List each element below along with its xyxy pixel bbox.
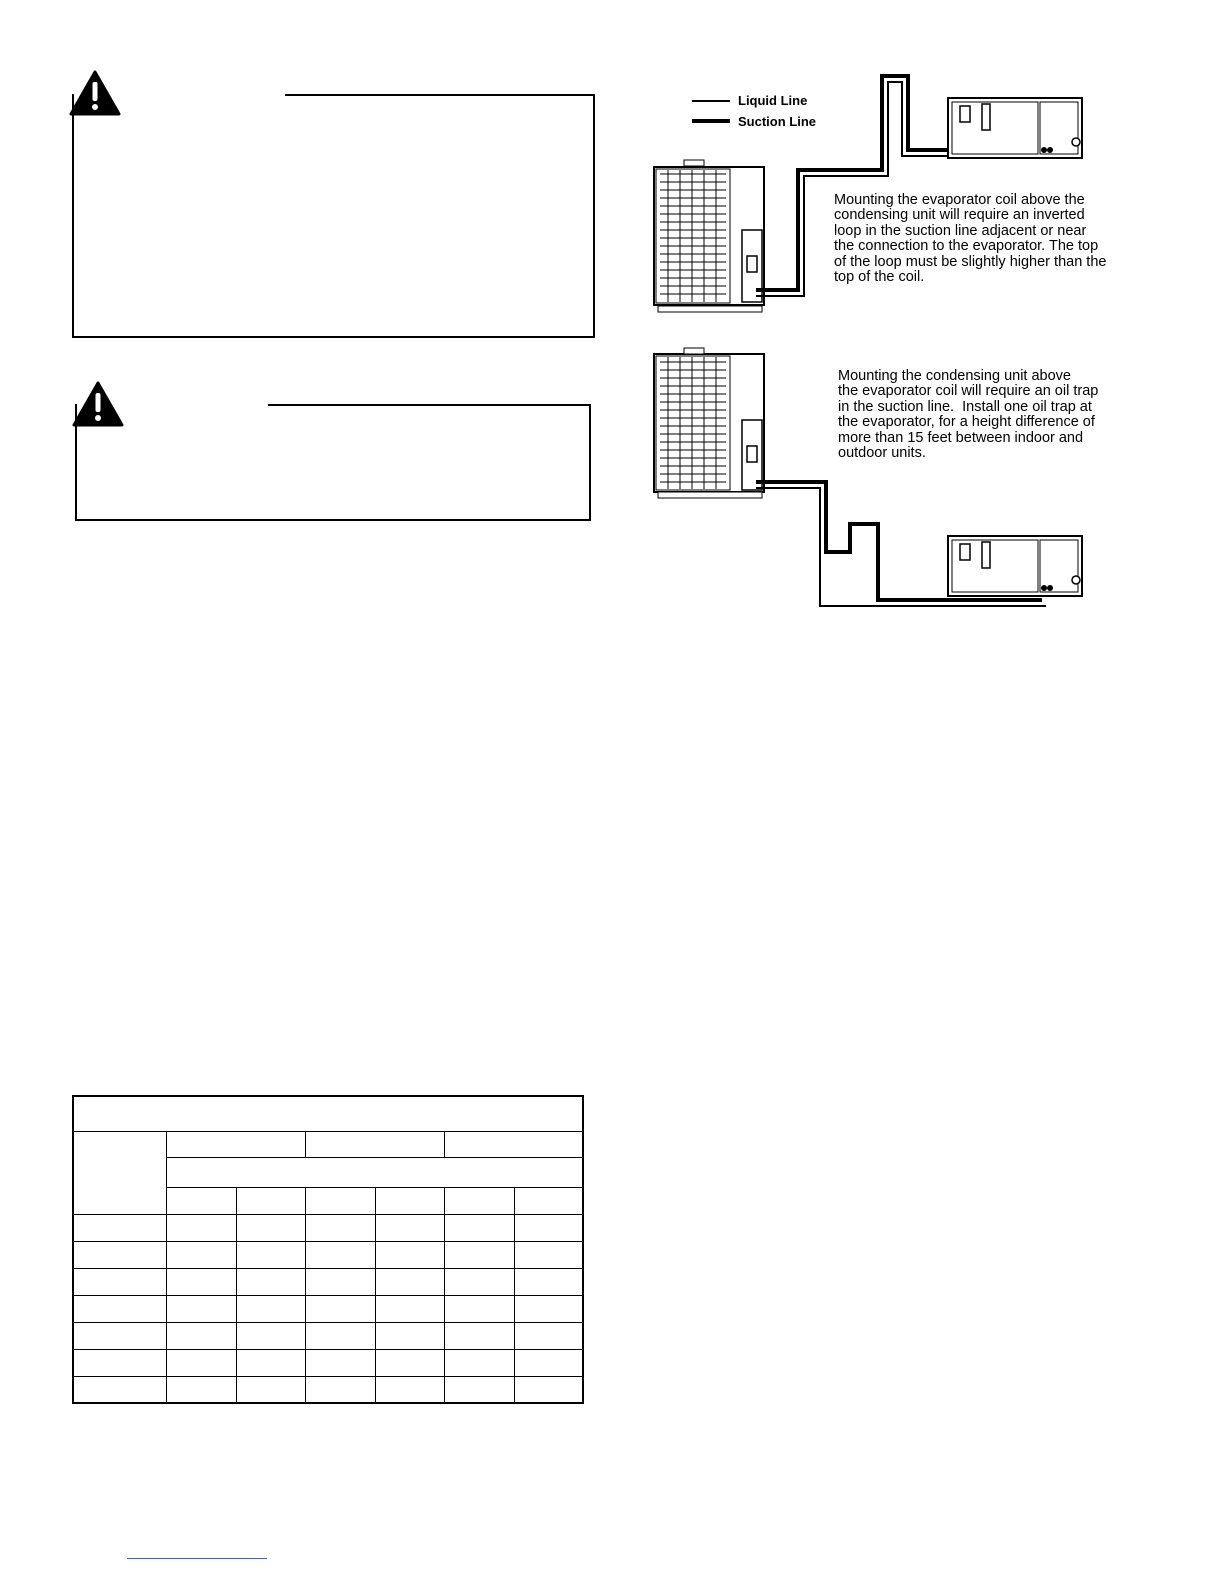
caption-condenser-above: Mounting the condensing unit above the evaporator coil will require an oil trap in the suction line. Install one oil trap at the evaporator, for a height difference of more than 15 feet between indoor and outdoor units. [838,368,1099,462]
table-column-header [444,1187,514,1214]
table-row [73,1295,583,1322]
piping-diagram [630,70,1130,620]
table-column-header [166,1187,236,1214]
table-column-header [236,1187,305,1214]
caption-evaporator-above: Mounting the evaporator coil above the condensing unit will require an inverted loop in the suction line adjacent or near the connection to the evaporator. The top of the loop must be slightly higher than the top of the coil. [834,192,1107,286]
table-row [73,1241,583,1268]
suction-line-legend-label: Suction Line [738,114,816,129]
table-row [73,1214,583,1241]
table-title-cell [73,1096,583,1131]
condensing-unit-icon [654,160,764,312]
table-row [73,1322,583,1349]
table-corner-cell [73,1131,166,1214]
table-row [73,1349,583,1376]
condensing-unit-icon-2 [654,348,764,498]
table-group-header [305,1131,444,1157]
liquid-line-legend-label: Liquid Line [738,93,808,108]
line-set-table [72,1095,584,1404]
table-column-header [305,1187,375,1214]
evaporator-unit-icon [948,98,1082,158]
warning-box-1 [72,94,595,338]
table-row [73,1376,583,1403]
table-span-header [166,1157,583,1187]
table-title-row [73,1096,583,1131]
warning-box-1-top-rule [285,94,595,96]
warning-box-2 [75,404,591,521]
table-column-header [514,1187,583,1214]
table-column-header [375,1187,444,1214]
table-group-header [444,1131,583,1157]
evaporator-unit-icon-2 [948,536,1082,596]
table-group-header [166,1131,305,1157]
table-row [73,1268,583,1295]
warning-box-2-top-rule [268,404,591,406]
table-header-row [73,1131,583,1157]
footer-link-underline[interactable] [127,1558,267,1559]
